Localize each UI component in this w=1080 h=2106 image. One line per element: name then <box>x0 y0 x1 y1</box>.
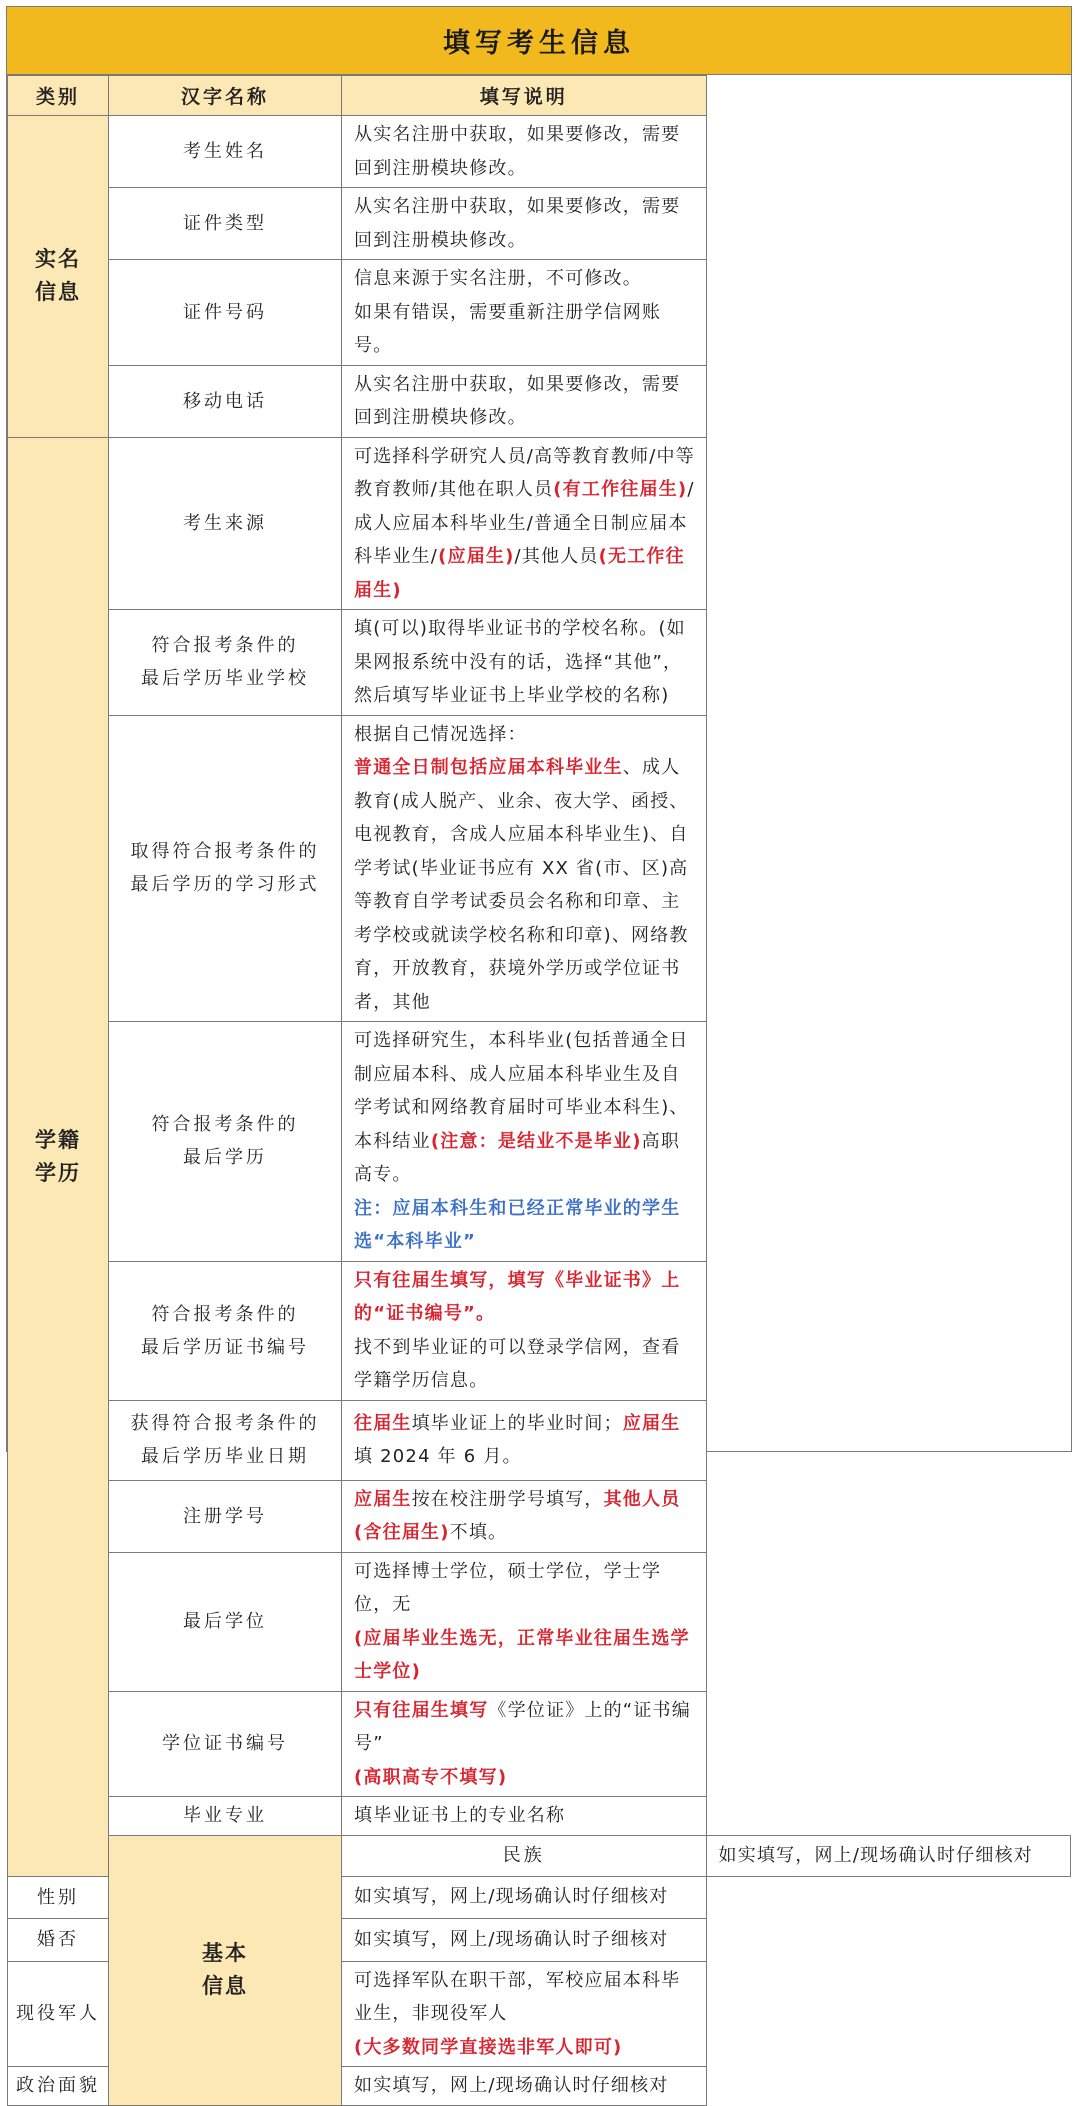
field-name: 现役军人 <box>8 1961 109 2067</box>
field-name: 民族 <box>342 1835 707 1876</box>
field-name: 毕业专业 <box>109 1797 342 1836</box>
table-row <box>8 1480 1071 1552</box>
field-description: 信息来源于实名注册，不可修改。 如果有错误，需要重新注册学信网账号。 <box>342 260 707 366</box>
field-name: 获得符合报考条件的 最后学历毕业日期 <box>109 1400 342 1480</box>
field-name: 符合报考条件的 最后学历毕业学校 <box>109 610 342 716</box>
field-name: 考生姓名 <box>109 116 342 188</box>
field-name: 证件类型 <box>109 188 342 260</box>
table-row <box>8 1261 1071 1400</box>
field-name: 最后学位 <box>109 1552 342 1691</box>
field-name: 注册学号 <box>109 1480 342 1552</box>
field-description: 可选择军队在职干部，军校应届本科毕业生，非现役军人 (大多数同学直接选非军人即可) <box>342 1961 707 2067</box>
table-row <box>8 1022 1071 1262</box>
field-description: 可选择科学研究人员/高等教育教师/中等教育教师/其他在职人员(有工作往届生)/成人应届本科毕业生/普通全日制应届本科毕业生/(应届生)/其他人员(无工作往届生) <box>342 437 707 610</box>
table-row <box>8 1835 1071 1876</box>
table-row <box>8 188 1071 260</box>
category-basic: 基本 信息 <box>109 1835 342 2105</box>
field-description: 从实名注册中获取，如果要修改，需要回到注册模块修改。 <box>342 116 707 188</box>
field-name: 婚否 <box>8 1918 109 1961</box>
field-name: 符合报考条件的 最后学历证书编号 <box>109 1261 342 1400</box>
table-row <box>8 365 1071 437</box>
field-description: 可选择博士学位，硕士学位，学士学位，无 (应届毕业生选无，正常毕业往届生选学士学位) <box>342 1552 707 1691</box>
field-name: 学位证书编号 <box>109 1691 342 1797</box>
info-table-sheet <box>6 6 1072 2097</box>
table-row <box>8 116 1071 188</box>
field-name: 取得符合报考条件的 最后学历的学习形式 <box>109 715 342 1022</box>
field-description: 根据自己情况选择： 普通全日制包括应届本科毕业生、成人教育(成人脱产、业余、夜大学、函授、电视教育，含成人应届本科毕业生)、自学考试(毕业证书应有 XX 省(市、区)高等教育自学考试委员会名称和印章、主考学校或就读学校名称和印章)、网络教育，开放教育，获境外学历或学位证书者，其他 <box>342 715 707 1022</box>
table-row <box>8 1797 1071 1836</box>
field-name: 考生来源 <box>109 437 342 610</box>
table-row <box>8 1691 1071 1797</box>
header-description: 填写说明 <box>342 76 707 116</box>
field-description: 填(可以)取得毕业证书的学校名称。(如果网报系统中没有的话，选择“其他”，然后填写毕业证书上毕业学校的名称) <box>342 610 707 716</box>
category-education: 学籍 学历 <box>8 437 109 1876</box>
header-category: 类别 <box>8 76 109 116</box>
field-description: 如实填写，网上/现场确认时子细核对 <box>342 1918 707 1961</box>
field-name: 性别 <box>8 1876 109 1918</box>
field-description: 可选择研究生，本科毕业(包括普通全日制应届本科、成人应届本科毕业生及自学考试和网络教育届时可毕业本科生)、本科结业(注意：是结业不是毕业)高职高专。 注：应届本科生和已经正常毕业的学生选“本科毕业” <box>342 1022 707 1262</box>
table-row <box>8 1552 1071 1691</box>
field-name: 移动电话 <box>109 365 342 437</box>
field-name: 证件号码 <box>109 260 342 366</box>
table-row <box>8 1400 1071 1480</box>
field-description: 如实填写，网上/现场确认时仔细核对 <box>342 2067 707 2106</box>
category-realname: 实名 信息 <box>8 116 109 438</box>
field-description: 应届生按在校注册学号填写，其他人员(含往届生)不填。 <box>342 1480 707 1552</box>
field-name: 符合报考条件的 最后学历 <box>109 1022 342 1262</box>
field-description: 只有往届生填写，填写《毕业证书》上的“证书编号”。 找不到毕业证的可以登录学信网，查看学籍学历信息。 <box>342 1261 707 1400</box>
candidate-info-table <box>7 75 1071 2106</box>
page-title: 填写考生信息 <box>7 7 1071 75</box>
field-description: 只有往届生填写《学位证》上的“证书编号” (高职高专不填写) <box>342 1691 707 1797</box>
field-description: 从实名注册中获取，如果要修改，需要回到注册模块修改。 <box>342 188 707 260</box>
field-name: 政治面貌 <box>8 2067 109 2106</box>
field-description: 往届生填毕业证上的毕业时间；应届生填 2024 年 6 月。 <box>342 1400 707 1480</box>
table-row <box>8 260 1071 366</box>
table-row <box>8 437 1071 610</box>
table-row <box>8 715 1071 1022</box>
field-description: 从实名注册中获取，如果要修改，需要回到注册模块修改。 <box>342 365 707 437</box>
table-row <box>8 610 1071 716</box>
table-header-row <box>8 76 1071 116</box>
field-description: 填毕业证书上的专业名称 <box>342 1797 707 1836</box>
field-description: 如实填写，网上/现场确认时仔细核对 <box>342 1876 707 1918</box>
header-name: 汉字名称 <box>109 76 342 116</box>
field-description: 如实填写，网上/现场确认时仔细核对 <box>706 1835 1071 1876</box>
